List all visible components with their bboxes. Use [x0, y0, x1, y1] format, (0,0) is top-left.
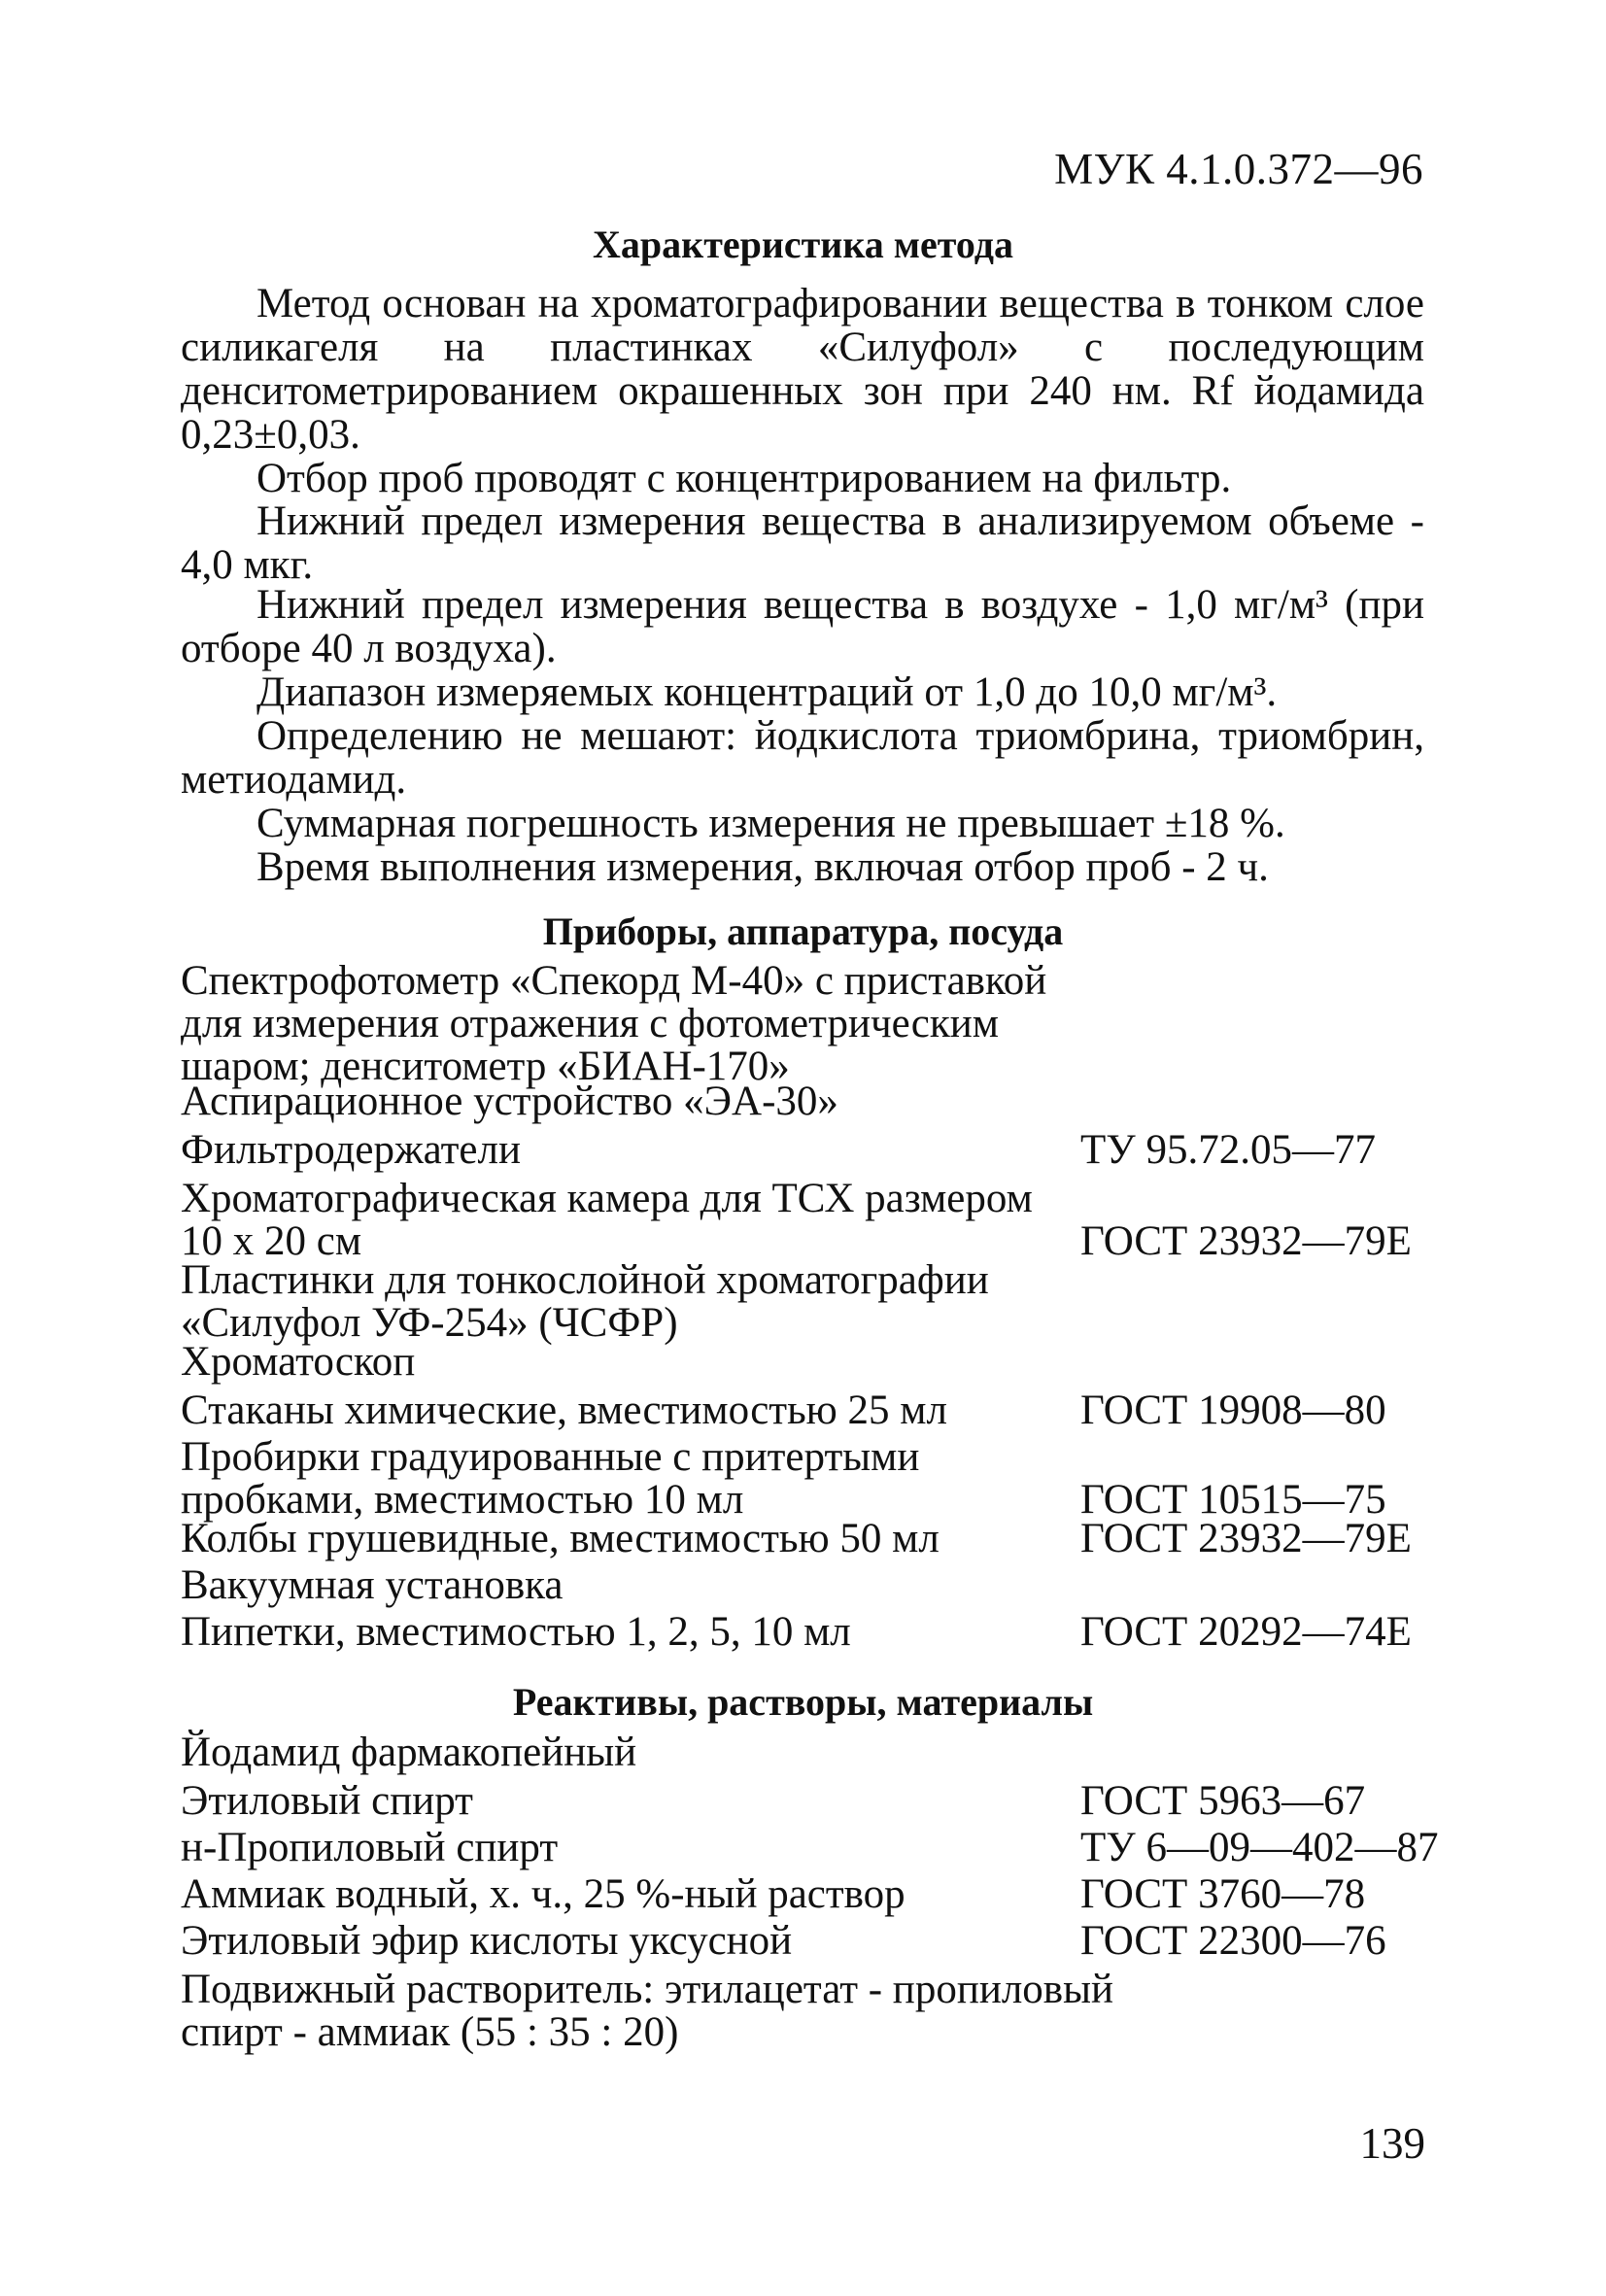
method-paragraph: Нижний предел измерения вещества в анализируемом объеме - 4,0 мкг.: [181, 498, 1424, 588]
equipment-standard: ГОСТ 23932—79Е: [1080, 1218, 1412, 1264]
section-title-equipment: Приборы, аппаратура, посуда: [542, 909, 1064, 953]
method-paragraph: Отбор проб проводят с концентрированием на фильтр.: [256, 456, 1232, 501]
reagent-standard: ГОСТ 5963—67: [1080, 1778, 1366, 1824]
equipment-name: Фильтродержатели: [181, 1127, 521, 1173]
equipment-standard: ГОСТ 23932—79Е: [1080, 1516, 1412, 1561]
reagent-standard: ГОСТ 22300—76: [1080, 1918, 1386, 1964]
reagent-name: Этиловый эфир кислоты уксусной: [181, 1918, 793, 1964]
reagent-standard: ТУ 6—09—402—87: [1080, 1825, 1439, 1870]
section-title-reagents: Реактивы, растворы, материалы: [512, 1680, 1094, 1724]
equipment-name: Хроматоскоп: [181, 1339, 416, 1385]
method-paragraph: Метод основан на хроматографировании вещества в тонком слое силикагеля на пластинках «Силуфол» с последующим денситометрированием окрашенных зон при 240 нм. Rf йодамида 0,23±0,03.: [181, 281, 1424, 458]
page-number: 139: [1359, 2119, 1425, 2168]
equipment-standard: ГОСТ 10515—75: [1080, 1477, 1386, 1523]
method-paragraph: Диапазон измеряемых концентраций от 1,0 до 10,0 мг/м³.: [256, 669, 1278, 715]
reagent-name: н-Пропиловый спирт: [181, 1825, 559, 1870]
equipment-name: Вакуумная установка: [181, 1562, 564, 1608]
reagent-standard: ГОСТ 3760—78: [1080, 1871, 1366, 1917]
method-paragraph: Определению не мешают: йодкислота триомбрина, триомбрин, метиодамид.: [181, 713, 1424, 803]
method-paragraph: Время выполнения измерения, включая отбор проб - 2 ч.: [256, 844, 1269, 890]
section-title-method: Характеристика метода: [593, 223, 1013, 266]
reagent-name: Подвижный растворитель: этилацетат - пропиловый спирт - аммиак (55 : 35 : 20): [181, 1967, 1114, 2055]
equipment-standard: ГОСТ 20292—74Е: [1080, 1609, 1412, 1655]
reagent-name: Йодамид фармакопейный: [181, 1730, 637, 1775]
reagent-name: Аммиак водный, х. ч., 25 %-ный раствор: [181, 1871, 906, 1917]
equipment-name: Пробирки градуированные с притертыми пробками, вместимостью 10 мл: [181, 1434, 920, 1523]
equipment-name: Пипетки, вместимостью 1, 2, 5, 10 мл: [181, 1609, 851, 1655]
equipment-name: Аспирационное устройство «ЭА-30»: [181, 1079, 838, 1124]
equipment-name: Хроматографическая камера для ТСХ размером 10 х 20 см: [181, 1176, 1033, 1264]
document-code: МУК 4.1.0.372—96: [1054, 145, 1423, 193]
equipment-standard: ГОСТ 19908—80: [1080, 1388, 1386, 1433]
reagent-name: Этиловый спирт: [181, 1778, 473, 1824]
method-paragraph: Нижний предел измерения вещества в воздухе - 1,0 мг/м³ (при отборе 40 л воздуха).: [181, 582, 1424, 671]
equipment-standard: ТУ 95.72.05—77: [1080, 1127, 1376, 1173]
equipment-name: Стаканы химические, вместимостью 25 мл: [181, 1388, 947, 1433]
equipment-name: Колбы грушевидные, вместимостью 50 мл: [181, 1516, 940, 1561]
equipment-name: Пластинки для тонкослойной хроматографии «Силуфол УФ-254» (ЧСФР): [181, 1257, 989, 1346]
equipment-name: Спектрофотометр «Спекорд М-40» с приставкой для измерения отражения с фотометрическим шаром; денситометр «БИАН-170»: [181, 958, 1047, 1089]
method-paragraph: Суммарная погрешность измерения не превышает ±18 %.: [256, 801, 1285, 846]
